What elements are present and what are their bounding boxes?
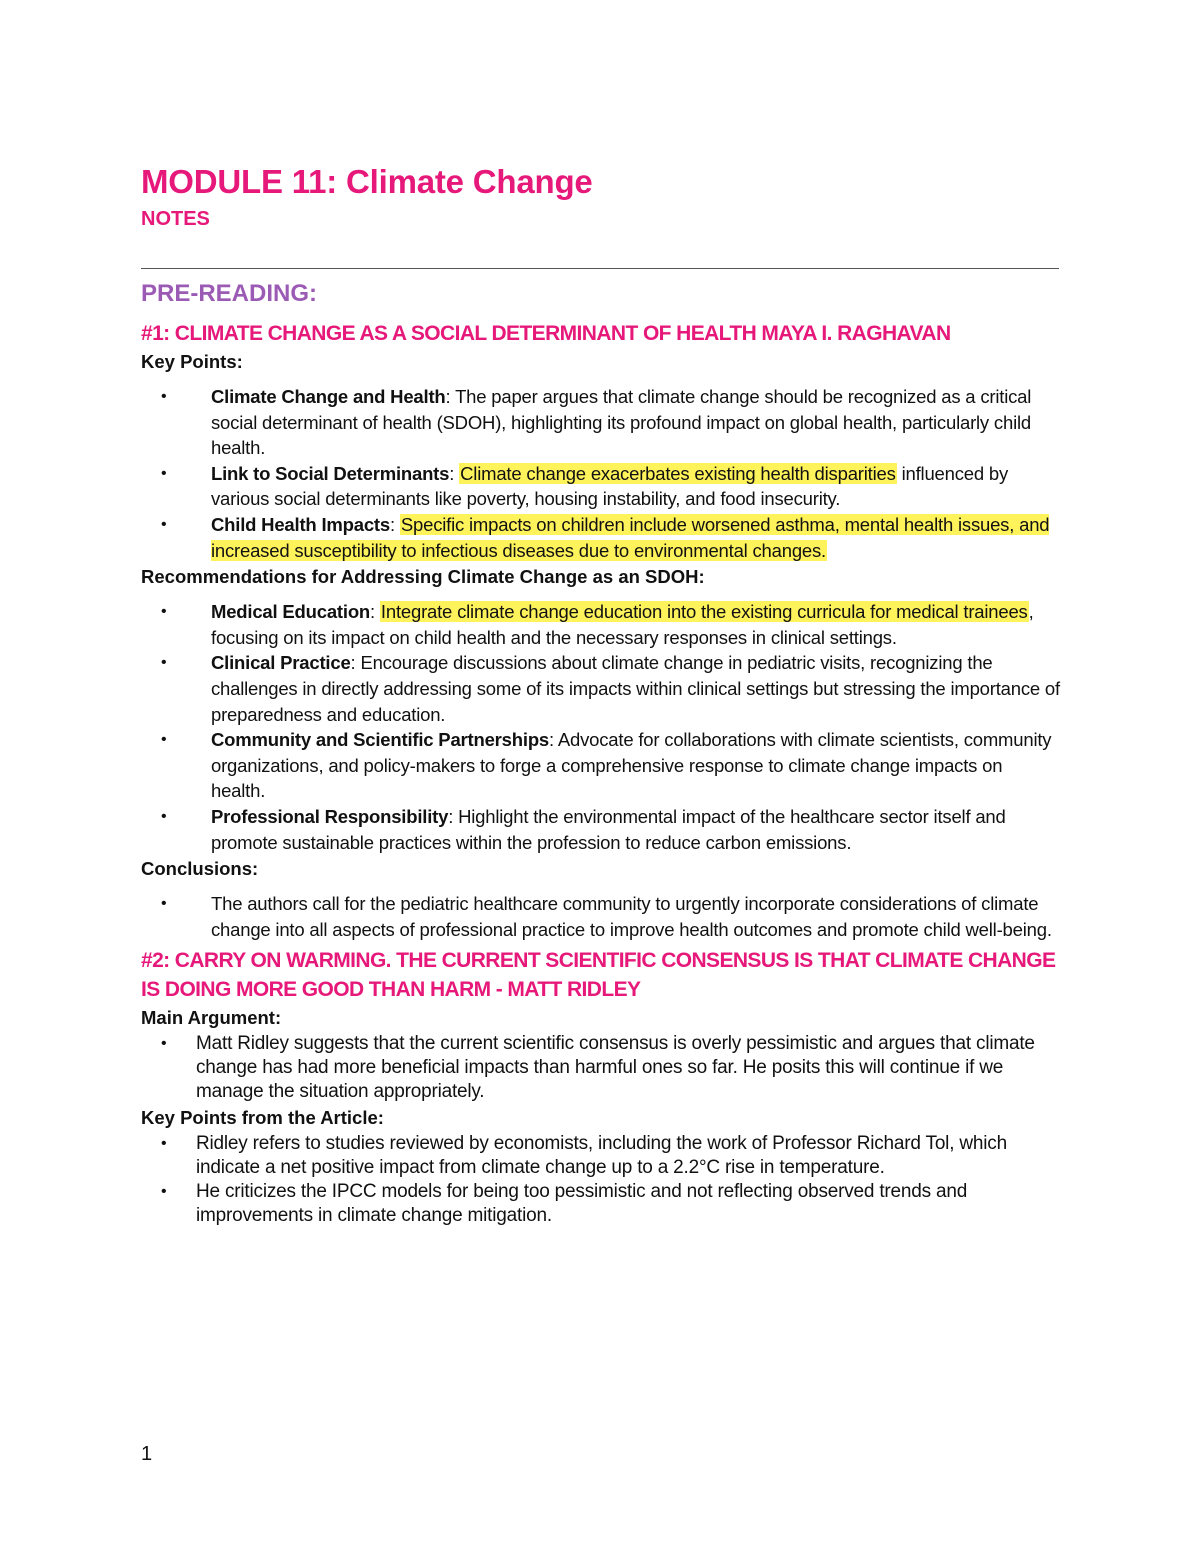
bullet-sep: : bbox=[449, 462, 460, 484]
list-item: • He criticizes the IPCC models for being too pessimistic and not reflecting observed trends and improvements in climate change mitigation. bbox=[141, 1180, 1061, 1228]
article-2-title: #2: CARRY ON WARMING. THE CURRENT SCIENTIFIC CONSENSUS IS THAT CLIMATE CHANGE IS DOING MORE GOOD THAN HARM - MATT RIDLEY bbox=[141, 949, 1056, 1002]
page-content bbox=[141, 160, 1061, 1228]
bullet-text: , focusing on its impact on child health and the necessary responses in clinical settings. bbox=[211, 601, 1034, 648]
list-item bbox=[141, 727, 1061, 804]
list-item: • Ridley refers to studies reviewed by economists, including the work of Professor Richard Tol, which indicate a net positive impact from climate change up to a 2.2°C rise in temperature. bbox=[141, 1132, 1061, 1180]
list-item bbox=[141, 461, 1061, 512]
list-item: • The authors call for the pediatric healthcare community to urgently incorporate considerations of climate change into all aspects of professional practice to improve health outcomes and promote child well-being. bbox=[141, 891, 1061, 942]
bullet-term: Professional Responsibility bbox=[211, 805, 449, 827]
article-1-conclusions-list bbox=[141, 891, 1061, 942]
bullet-term: Community and Scientific Partnerships bbox=[211, 729, 550, 751]
highlighted-text: Climate change exacerbates existing health disparities bbox=[460, 462, 896, 484]
article-1-recommendations-list bbox=[141, 599, 1061, 855]
module-subtitle: NOTES bbox=[141, 208, 210, 230]
bullet-text: Advocate for collaborations with climate scientists, community organizations, and policy-makers to forge a comprehensive response to climate change impacts on health. bbox=[211, 729, 1052, 802]
list-item bbox=[141, 384, 1061, 461]
article-1-conclusions-heading: Conclusions: bbox=[141, 858, 259, 880]
highlighted-text: Specific impacts on children include worsened asthma, mental health issues, and increased susceptibility to infectious diseases due to environmental changes. bbox=[211, 513, 1050, 561]
bullet-term: Link to Social Determinants bbox=[211, 462, 450, 484]
page-number: 1 bbox=[141, 1443, 153, 1465]
module-title: MODULE 11: Climate Change bbox=[141, 163, 593, 200]
list-item bbox=[141, 599, 1061, 650]
article-1-key-points-heading: Key Points: bbox=[141, 351, 243, 372]
list-item bbox=[141, 804, 1061, 855]
article-2-main-argument-heading: Main Argument: bbox=[141, 1007, 282, 1029]
bullet-text: influenced by various social determinants like poverty, housing instability, and food insecurity. bbox=[211, 462, 1009, 510]
bullet-term: Climate Change and Health bbox=[211, 386, 446, 407]
bullet-text: The paper argues that climate change should be recognized as a critical social determinant of health (SDOH), highlighting its profound impact on global health, particularly child health. bbox=[211, 386, 1032, 459]
bullet-sep: : bbox=[350, 652, 361, 674]
article-2-main-argument-list bbox=[141, 1032, 1061, 1104]
bullet-text: Encourage discussions about climate change in pediatric visits, recognizing the challenges in directly addressing some of its impacts within clinical settings but stressing the importance of preparedness and education. bbox=[211, 652, 1060, 725]
bullet-sep: : bbox=[389, 513, 400, 535]
bullet-term: Child Health Impacts bbox=[211, 513, 390, 535]
bullet-sep: : bbox=[445, 386, 456, 407]
bullet-sep: : bbox=[448, 805, 459, 827]
list-item bbox=[141, 650, 1061, 727]
header-divider bbox=[141, 268, 1059, 269]
section-title-pre-reading: PRE-READING: bbox=[141, 280, 318, 307]
article-1-key-points-list bbox=[141, 384, 1061, 563]
article-1-recommendations-heading: Recommendations for Addressing Climate Change as an SDOH: bbox=[141, 566, 705, 588]
article-1-title: #1: CLIMATE CHANGE AS A SOCIAL DETERMINANT OF HEALTH MAYA I. RAGHAVAN bbox=[141, 322, 951, 345]
bullet-sep: : bbox=[370, 601, 380, 623]
article-2-key-points-heading: Key Points from the Article: bbox=[141, 1107, 384, 1129]
bullet-term: Medical Education bbox=[211, 601, 371, 623]
highlighted-text: Integrate climate change education into the existing curricula for medical trainees bbox=[380, 601, 1028, 623]
list-item bbox=[141, 512, 1061, 563]
bullet-text: Highlight the environmental impact of the healthcare sector itself and promote sustainable practices within the profession to reduce carbon emissions. bbox=[211, 805, 1006, 853]
article-2-key-points-list bbox=[141, 1132, 1061, 1228]
bullet-sep: : bbox=[549, 729, 558, 751]
list-item: • Matt Ridley suggests that the current scientific consensus is overly pessimistic and argues that climate change has had more beneficial impacts than harmful ones so far. He posits this will continue if we manage the situation appropriately. bbox=[141, 1032, 1061, 1104]
bullet-term: Clinical Practice bbox=[211, 652, 351, 674]
